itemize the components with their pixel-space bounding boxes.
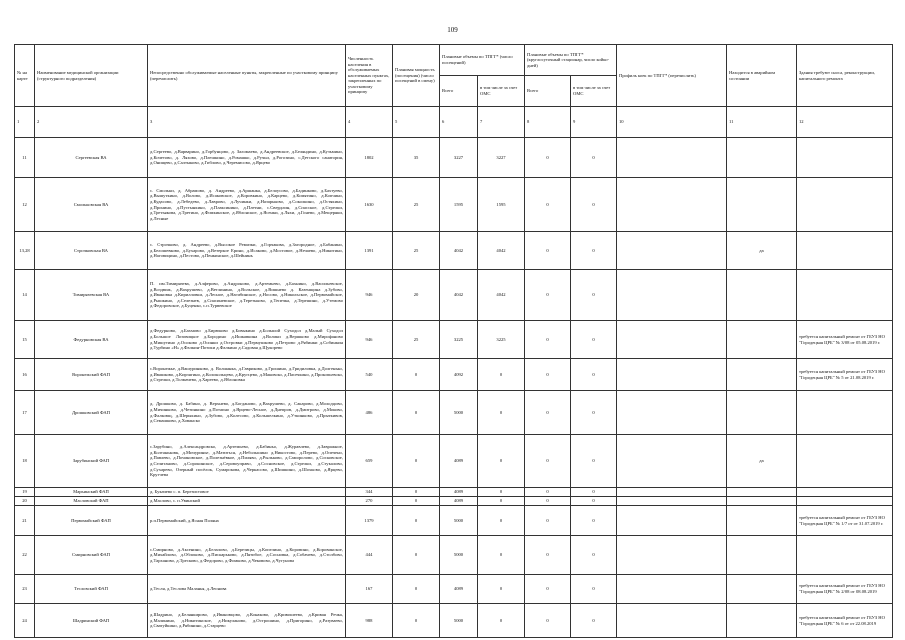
row-beds-total: 0 — [525, 575, 571, 604]
row-visits-oms: 0 — [478, 359, 525, 391]
header-settlements: Непосредственно обслуживаемые населенные пункты, закрепленные по участковому принципу (перечислить) — [148, 45, 346, 107]
header-visits: Плановые объемы по ТПГГ* (число посещений) — [440, 45, 525, 76]
row-settlements: д. Дрошково, д. Бабино, д. Верхнево, д.Богданово, д.Вахрушево, д. Сакарово, д.Молодцово, д.Мичинково, д.Четинкино д.Потапно д.Ярцево-Лесное, д.Днепров, д.Дмитрово, д.Моково, д.Фалковщ, д.Шерыкино, д.Зубово, д.Колесово, д.Кольшелкино, д.Уткинково, д.Прыткивов, д.Семашково, д.Хованско — [148, 391, 346, 435]
row-beds-total: 0 — [525, 506, 571, 536]
row-capacity: 20 — [393, 270, 440, 321]
row-map-number: 23 — [15, 575, 35, 604]
row-beds-oms: 0 — [571, 506, 617, 536]
row-population: 1379 — [346, 506, 393, 536]
row-visits-oms: 0 — [478, 497, 525, 506]
row-population: 270 — [346, 497, 393, 506]
row-beds-oms: 0 — [571, 604, 617, 638]
row-population: 946 — [346, 270, 393, 321]
row-capacity: 25 — [393, 321, 440, 359]
row-map-number: 11 — [15, 138, 35, 178]
row-beds-oms: 0 — [571, 536, 617, 575]
header-beds-total: Всего — [525, 76, 571, 107]
row-bed-profile — [617, 359, 727, 391]
column-number-row — [15, 107, 893, 138]
row-capacity: 25 — [393, 232, 440, 270]
row-map-number: 13,28 — [15, 232, 35, 270]
row-repair-note — [797, 391, 893, 435]
row-organization: Марьинский ФАП — [35, 488, 148, 497]
row-organization: Федурновская ВА — [35, 321, 148, 359]
row-repair-note — [797, 138, 893, 178]
row-map-number: 17 — [15, 391, 35, 435]
row-visits-total: 4089 — [440, 435, 478, 488]
row-emergency — [727, 178, 797, 232]
row-repair-note: требуется капитальный ремонт от ГБУЗ НО "Городецкая ЦРБ" № 1/7 от от 31.07.2019 г. — [797, 506, 893, 536]
row-capacity: 0 — [393, 506, 440, 536]
row-emergency — [727, 536, 797, 575]
row-bed-profile — [617, 178, 727, 232]
row-emergency — [727, 138, 797, 178]
row-beds-total: 0 — [525, 359, 571, 391]
row-organization: Строчковская ВА — [35, 232, 148, 270]
row-visits-oms: 0 — [478, 435, 525, 488]
row-organization: Тесловский ФАП — [35, 575, 148, 604]
row-repair-note — [797, 435, 893, 488]
header-visits-oms: в том числе за счет ОМС — [478, 76, 525, 107]
table-row — [15, 506, 893, 536]
row-bed-profile — [617, 575, 727, 604]
row-map-number: 20 — [15, 497, 35, 506]
column-number: 9 — [571, 107, 617, 138]
row-settlements: д.Федурново, д.Бахмово д.Бирюково д.Бовыкино д.Большой Суходол д.Малый Суходол д.Большое Лозовицкое д.Бородино д.Ишкавкина д.Волики д.Вершково д.Мирофаново д.Мишутино д.Осоково д.Осинки д.Островки д.Пермушково д.Петрово д.Рябинки д.Собинкин д.Турбино «Н» д.Фалкин-Потоки д.Фалкино д.Садовая д.Щукорево — [148, 321, 346, 359]
row-map-number: 24 — [15, 604, 35, 638]
header-map-number: № на карте — [15, 45, 35, 107]
header-bed-profile: Профиль коек по ТПГГ* (перечислить) — [617, 45, 727, 107]
table-row — [15, 270, 893, 321]
row-visits-oms: 4042 — [478, 270, 525, 321]
row-emergency: да — [727, 435, 797, 488]
column-number: 3 — [148, 107, 346, 138]
row-beds-total: 0 — [525, 232, 571, 270]
row-beds-total: 0 — [525, 178, 571, 232]
column-number: 5 — [393, 107, 440, 138]
column-number: 11 — [727, 107, 797, 138]
row-capacity: 0 — [393, 536, 440, 575]
row-capacity: 0 — [393, 575, 440, 604]
row-bed-profile — [617, 497, 727, 506]
row-beds-oms: 0 — [571, 232, 617, 270]
row-beds-total: 0 — [525, 391, 571, 435]
row-settlements: р.п.Первомайский, д.Ясная Поляна — [148, 506, 346, 536]
table-row — [15, 604, 893, 638]
row-settlements: с.Зарубино, д.Александровско, д.Артемьево, д.Бабиньо, д.Журавлево, д.Завражное, д.Колтаньковк, д.Мичуринье, д.Матиться, д.Небольшино д.Никостово, д.Перево, д.Опечено, д.Павлево, д.Починовское, д.Полезнёвкое, д.Пиляво, д.Рыльково, д.Саморолово, д.Сосковское, д.Селитаново, д.Сорокинское, д.Серовоуправо, д.Сосновское, д.Стрелки, д.Стукалово, д.Сухарево, Озерный посёлок, Сумарокова, д.Черкасово, д.Шишкино, д.Шохково, д.Ярцево, Кругчева — [148, 435, 346, 488]
row-beds-oms: 0 — [571, 270, 617, 321]
row-map-number: 19 — [15, 488, 35, 497]
row-capacity: 0 — [393, 359, 440, 391]
row-visits-total: 5000 — [440, 536, 478, 575]
row-bed-profile — [617, 536, 727, 575]
table-row — [15, 178, 893, 232]
header-bed-days: Плановые объемы по ТПГГ* (круглосуточный стационар, число койко-дней) — [525, 45, 617, 76]
row-settlements: д.Маслово, с. п.Увинский — [148, 497, 346, 506]
row-beds-oms: 0 — [571, 321, 617, 359]
row-repair-note — [797, 497, 893, 506]
row-beds-total: 0 — [525, 488, 571, 497]
row-visits-total: 5000 — [440, 604, 478, 638]
row-visits-total: 3227 — [440, 138, 478, 178]
header-organization: Наименование медицинской организации (структурного подразделения) — [35, 45, 148, 107]
row-map-number: 16 — [15, 359, 35, 391]
row-visits-oms: 3227 — [478, 138, 525, 178]
row-map-number: 15 — [15, 321, 35, 359]
row-bed-profile — [617, 138, 727, 178]
row-settlements: с.Смирново, д.Аксенино, д.Белалово, д.Березицы, д.Копелино, д.Коровино, д.Коровинское, д.Михайлово, д.Облоково, д.Пискарьково, д.Пятибое, д.Сосновка, д.Собачево, д.Столбово, д.Тарханово, д.Тресково, д.Федорово, д.Фомково, д.Чековово, д.Чугунова — [148, 536, 346, 575]
row-visits-total: 4089 — [440, 488, 478, 497]
row-visits-total: 1595 — [440, 178, 478, 232]
row-organization: Сергеевская ВА — [35, 138, 148, 178]
row-visits-oms: 0 — [478, 506, 525, 536]
row-beds-oms: 0 — [571, 488, 617, 497]
row-organization: Масловский ФАП — [35, 497, 148, 506]
row-emergency — [727, 321, 797, 359]
row-population: 1802 — [346, 138, 393, 178]
row-visits-oms: 0 — [478, 391, 525, 435]
table-row — [15, 497, 893, 506]
table-row — [15, 138, 893, 178]
row-beds-oms: 0 — [571, 391, 617, 435]
row-beds-oms: 0 — [571, 178, 617, 232]
header-population: Численность населения в обслуживаемых населенных пунктах, закрепленных по участковому принципу — [346, 45, 393, 107]
row-population: 167 — [346, 575, 393, 604]
row-visits-oms: 4042 — [478, 232, 525, 270]
row-visits-total: 5000 — [440, 391, 478, 435]
row-visits-total: 4089 — [440, 497, 478, 506]
row-organization: Дрошковский ФАП — [35, 391, 148, 435]
row-emergency: да — [727, 232, 797, 270]
row-population: 486 — [346, 391, 393, 435]
row-emergency — [727, 575, 797, 604]
row-population: 659 — [346, 435, 393, 488]
row-map-number: 21 — [15, 506, 35, 536]
row-population: 988 — [346, 604, 393, 638]
header-row — [15, 45, 893, 76]
row-emergency — [727, 604, 797, 638]
row-beds-total: 0 — [525, 435, 571, 488]
table-row — [15, 536, 893, 575]
row-emergency — [727, 270, 797, 321]
table-row — [15, 435, 893, 488]
table-row — [15, 575, 893, 604]
row-population: 344 — [346, 488, 393, 497]
row-beds-oms: 0 — [571, 138, 617, 178]
page-number: 109 — [447, 26, 458, 34]
row-repair-note: требуется капитальный ремонт от ГБУЗ НО "Городецкая ЦРБ" № 2/08 от 08.08.2019 — [797, 575, 893, 604]
row-beds-oms: 0 — [571, 359, 617, 391]
row-capacity: 0 — [393, 435, 440, 488]
row-repair-note — [797, 270, 893, 321]
header-beds-oms: в том числе за счет ОМС — [571, 76, 617, 107]
row-repair-note — [797, 488, 893, 497]
row-settlements: д.Шадрино, д.Белянкирово, д.Ивановцово, д.Конаково, д.Кривошеево, д.Кривая Речка, д.Малинино, д.Никитинское, д.Никуланово, д.Острошино, д.Пригорино, д.Разуваево, д.Сватуйкино, д.Рябинино, д.Старцево — [148, 604, 346, 638]
header-emergency: Находится в аварийном состоянии — [727, 45, 797, 107]
row-emergency — [727, 497, 797, 506]
row-capacity: 0 — [393, 497, 440, 506]
header-capacity: Плановая мощность (посещения) (число посещений в смену) — [393, 45, 440, 107]
row-bed-profile — [617, 488, 727, 497]
column-number: 2 — [35, 107, 148, 138]
row-bed-profile — [617, 506, 727, 536]
row-repair-note: требуется капитальный ремонт от ГБУЗ НО "Городецкая ЦРБ" № 5 от 21.08.2019 г. — [797, 359, 893, 391]
row-organization: Зарубинский ФАП — [35, 435, 148, 488]
row-visits-total: 4092 — [440, 359, 478, 391]
row-capacity: 0 — [393, 488, 440, 497]
column-number: 10 — [617, 107, 727, 138]
row-capacity: 0 — [393, 604, 440, 638]
row-beds-oms: 0 — [571, 435, 617, 488]
row-settlements: с.Воронежье, д.Вашуринково, д. Волшанка, д.Гавриково, д.Грошино, д.Гридиловка, д.Долгенько, д.Ивашково, д.Кирзягино, д.Колокольцево, д.Кругцево, д.Маковско, д.Пасечкино, д.Прокопьевско, д.Стрелки, д.Толмачево, д.Хареево, д.Яблоновка — [148, 359, 346, 391]
table-row — [15, 321, 893, 359]
row-visits-total: 4042 — [440, 270, 478, 321]
column-number: 7 — [478, 107, 525, 138]
table-body — [15, 138, 893, 638]
column-number: 4 — [346, 107, 393, 138]
row-beds-total: 0 — [525, 497, 571, 506]
row-emergency — [727, 506, 797, 536]
row-population: 1630 — [346, 178, 393, 232]
row-settlements: д.Сергеево, д.Варварино, д.Горбунцово, д. Заломаево, д.Андреевское, д.Беляндино, д.Кузьмино, д.Кочетово, д. Ляхово, д.Плешкино, д.Ромашко, д.Ручьи, д.Рогозино, с.Детского санатория, д.Онищево, д.Салтыково, д.Гиблово, д.Черемисово, д.Ярцево — [148, 138, 346, 178]
row-visits-oms: 3225 — [478, 321, 525, 359]
row-map-number: 22 — [15, 536, 35, 575]
table-row — [15, 232, 893, 270]
row-visits-oms: 0 — [478, 604, 525, 638]
row-beds-total: 0 — [525, 138, 571, 178]
row-organization: Шадринский ФАП — [35, 604, 148, 638]
column-number: 8 — [525, 107, 571, 138]
row-visits-oms: 0 — [478, 536, 525, 575]
row-population: 946 — [346, 321, 393, 359]
row-visits-total: 4089 — [440, 575, 478, 604]
row-visits-total: 5000 — [440, 506, 478, 536]
row-population: 1391 — [346, 232, 393, 270]
row-capacity: 25 — [393, 178, 440, 232]
row-capacity: 35 — [393, 138, 440, 178]
column-number: 1 — [15, 107, 35, 138]
row-settlements: с. Строчково, д. Андреево, д.Высокое Ремизки, д.Горчакова, д.Загородное, д.Бабанино, д.Белошевково, д.Бухарово, д.Ветеркое Ерино, д.Исаково, д.Мостовое, д.Нечаево, д.Никитино, д.Наговицино, д.Пестово, д.Пенкинское, д.Шейнинь — [148, 232, 346, 270]
row-visits-oms: 0 — [478, 488, 525, 497]
table-row — [15, 391, 893, 435]
facility-table — [14, 44, 893, 638]
row-map-number: 18 — [15, 435, 35, 488]
row-beds-total: 0 — [525, 270, 571, 321]
row-beds-total: 0 — [525, 604, 571, 638]
row-beds-oms: 0 — [571, 575, 617, 604]
table-row — [15, 359, 893, 391]
row-bed-profile — [617, 232, 727, 270]
row-map-number: 12 — [15, 178, 35, 232]
row-repair-note: требуется капитальный ремонт от ГБУЗ НО "Городецкая ЦРБ" № 6 от от 22.08.2019 — [797, 604, 893, 638]
column-number: 12 — [797, 107, 893, 138]
column-number: 6 — [440, 107, 478, 138]
row-emergency — [727, 359, 797, 391]
row-population: 444 — [346, 536, 393, 575]
row-organization: Воронежский ФАП — [35, 359, 148, 391]
row-settlements: д. Букачево с. п. Березистовое — [148, 488, 346, 497]
row-organization: Первомайский ФАП — [35, 506, 148, 536]
row-emergency — [727, 391, 797, 435]
row-visits-total: 4042 — [440, 232, 478, 270]
row-settlements: д.Тесля, д.Теслова Маланья, д.Леонова — [148, 575, 346, 604]
row-emergency — [727, 488, 797, 497]
row-organization: Смольковская ВА — [35, 178, 148, 232]
row-bed-profile — [617, 270, 727, 321]
row-bed-profile — [617, 391, 727, 435]
row-visits-oms: 1595 — [478, 178, 525, 232]
row-visits-oms: 0 — [478, 575, 525, 604]
row-organization: Тимирязевская ВА — [35, 270, 148, 321]
row-beds-oms: 0 — [571, 497, 617, 506]
row-settlements: с. Смольки, д. Абрамово, д. Андреево, д.Аршанка, д.Белоусово, д.Бадинково, д.Бахтуево, д.Вышуткино, д.Волово, д.Исаковское, д.Коровкино, д.Карцево, д.Комятино, д.Копчино, д.Кудасово, д.Лебедево, д.Лаврово, д.Лучинки, д.Назарьково, д.Соколкино, д.Остякино, д.Пронино, д.Пустынкино, д.Плаксинино, д.Плетни, с.Свердлин, д.Спасское, д.Стрелки, д.Третьякова, д.Третино, д.Фомкинское, д.Яблонское, д.Ясенки, д.Ляхи, д.Гонево, д.Мещеряки, д.Лесные — [148, 178, 346, 232]
table-row — [15, 488, 893, 497]
row-beds-total: 0 — [525, 321, 571, 359]
row-visits-total: 3225 — [440, 321, 478, 359]
header-visits-total: Всего — [440, 76, 478, 107]
row-settlements: П. им.Тимирязева, д.Алферово, д.Андроново, д.Артемьево, д.Бахнино, д.Васильевское, д.Воздвиж, д.Вахрушево, д.Ветлинино, д.Вольское, д.Вишнево д. Казенщина д.Зубово, д.Ивановка д.Кирилловки, д.Лесное, д.Нагибинское, д.Носово, д.Никольское, д.Первомайское, д.Рышкино, д.Селезнев, д.Спасиневское, д.Теретьково, д.Тепечка, д.Терешино, д.Утемово д.Федоровское, д.Буценко, с.п.Турвевское — [148, 270, 346, 321]
row-repair-note — [797, 178, 893, 232]
row-beds-total: 0 — [525, 536, 571, 575]
header-repair: Здания требуют сноса, реконструкции, капитального ремонта — [797, 45, 893, 107]
row-repair-note: требуется капитальный ремонт от ГБУЗ НО "Городецкая ЦРБ" № 3/08 от 05.08.2019 г. — [797, 321, 893, 359]
row-bed-profile — [617, 321, 727, 359]
row-bed-profile — [617, 435, 727, 488]
row-map-number: 14 — [15, 270, 35, 321]
row-population: 540 — [346, 359, 393, 391]
row-repair-note — [797, 536, 893, 575]
row-bed-profile — [617, 604, 727, 638]
row-capacity: 0 — [393, 391, 440, 435]
row-organization: Смирновский ФАП — [35, 536, 148, 575]
row-repair-note — [797, 232, 893, 270]
